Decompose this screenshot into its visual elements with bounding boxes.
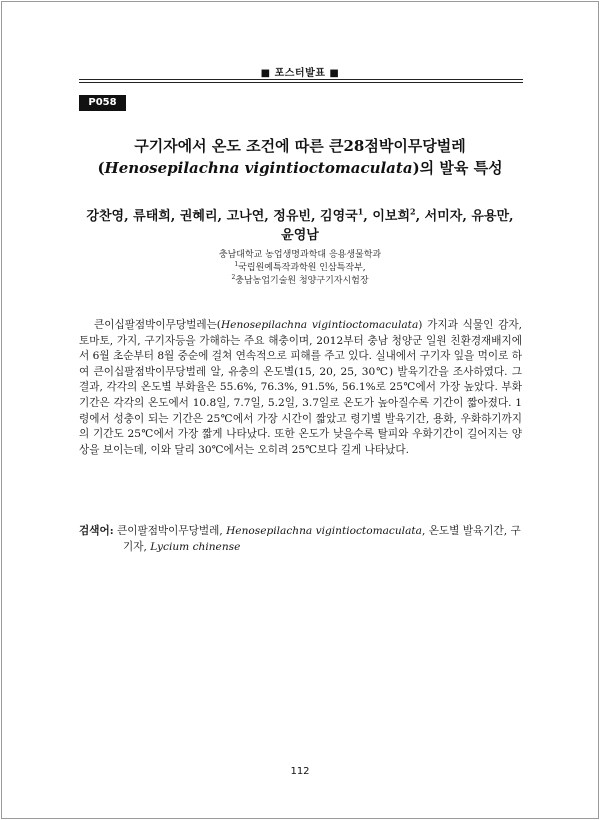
author-sup-2: 2 xyxy=(410,206,416,217)
abstract-part-1: 큰이십팔점박이무당벌레는( xyxy=(94,319,221,331)
keyword-3: , 온도별 발육기간, 구기자, xyxy=(123,525,521,553)
affiliation-1 xyxy=(70,262,530,275)
authors-group-1: 강찬영, 류태희, 권혜리, 고나연, 정유빈, 김영국 xyxy=(86,209,358,224)
affiliations xyxy=(70,249,530,288)
abstract-part-2: ) 가지과 식물인 감자, 토마토, 가지, 구기자등을 가해하는 주요 해충이며, 2012부터 충남 청양군 일원 친환경재배지에서 6월 초순부터 8월 중순에 걸쳐 연속적으로 피해를 주고 있다. 실내에서 구기자 잎을 먹이로 하여 큰이십팔점박이무당벌레 알, 유충의 온도별(15, 20, 25, 30℃) 발육기간을 조사하였다. 그 결과, 각각의 온도별 부화율은 55.6%, 76.3%, 91.5%, 56.1%로 25℃에서 가장 높았다. 부화기간은 각각의 온도에서 10.8일, 7.7일, 5.2일, 3.7일로 온도가 높아질수록 기간이 짧아졌다. 1령에서 성충이 되는 기간은 25℃에서 가장 시간이 짧았고 령기별 발육기간, 용화, 우화하기까지의 기간도 25℃에서 가장 짧게 나타났다. 또한 온도가 낮을수록 탈피와 우화기간이 길어지는 양상을 보이는데, 이와 달리 30℃에서는 오히려 25℃보다 길게 나타났다. xyxy=(79,319,522,456)
title-suffix: )의 발육 특성 xyxy=(412,159,503,177)
authors-line-2: 윤영남 xyxy=(281,228,319,243)
affiliation-0: 충남대학교 농업생명과학대 응용생물학과 xyxy=(218,250,382,260)
affiliation-2 xyxy=(70,275,530,288)
keyword-species: Henosepilachna vigintioctomaculata xyxy=(226,525,422,537)
abstract-species: Henosepilachna vigintioctomaculata xyxy=(220,319,419,331)
affiliation-2-text: 충남농업기술원 청양구기자시험장 xyxy=(235,276,369,286)
keywords xyxy=(79,524,522,555)
section-header: ■ 포스터발표 ■ xyxy=(260,68,340,79)
author-list xyxy=(70,207,530,245)
title-paren-open: ( xyxy=(97,159,105,177)
affiliation-2-sup: 2 xyxy=(231,274,236,281)
header-rule-top xyxy=(79,79,523,80)
authors-sep-1: , 이보희 xyxy=(363,209,411,224)
affiliation-1-sup: 1 xyxy=(234,261,239,268)
authors-group-2: , 서미자, 유용만, xyxy=(415,209,514,224)
keywords-label: 검색어: xyxy=(79,525,114,537)
page-number: 112 xyxy=(290,766,310,777)
author-sup-1: 1 xyxy=(357,206,364,217)
abstract-paragraph xyxy=(79,318,522,458)
title-line-1: 구기자에서 온도 조건에 따른 큰28점박이무당벌레 xyxy=(134,137,466,155)
header-rule-bottom xyxy=(79,82,523,83)
keyword-1: 큰이팔점박이무당벌레, xyxy=(113,525,227,537)
keyword-plant: Lycium chinense xyxy=(150,540,241,553)
poster-id-badge: P058 xyxy=(79,95,126,111)
affiliation-1-text: 국립원예특작과학원 인삼특작부, xyxy=(238,263,366,273)
title-line-2 xyxy=(70,158,530,178)
title-species: Henosepilachna vigintioctomaculata xyxy=(104,159,413,177)
